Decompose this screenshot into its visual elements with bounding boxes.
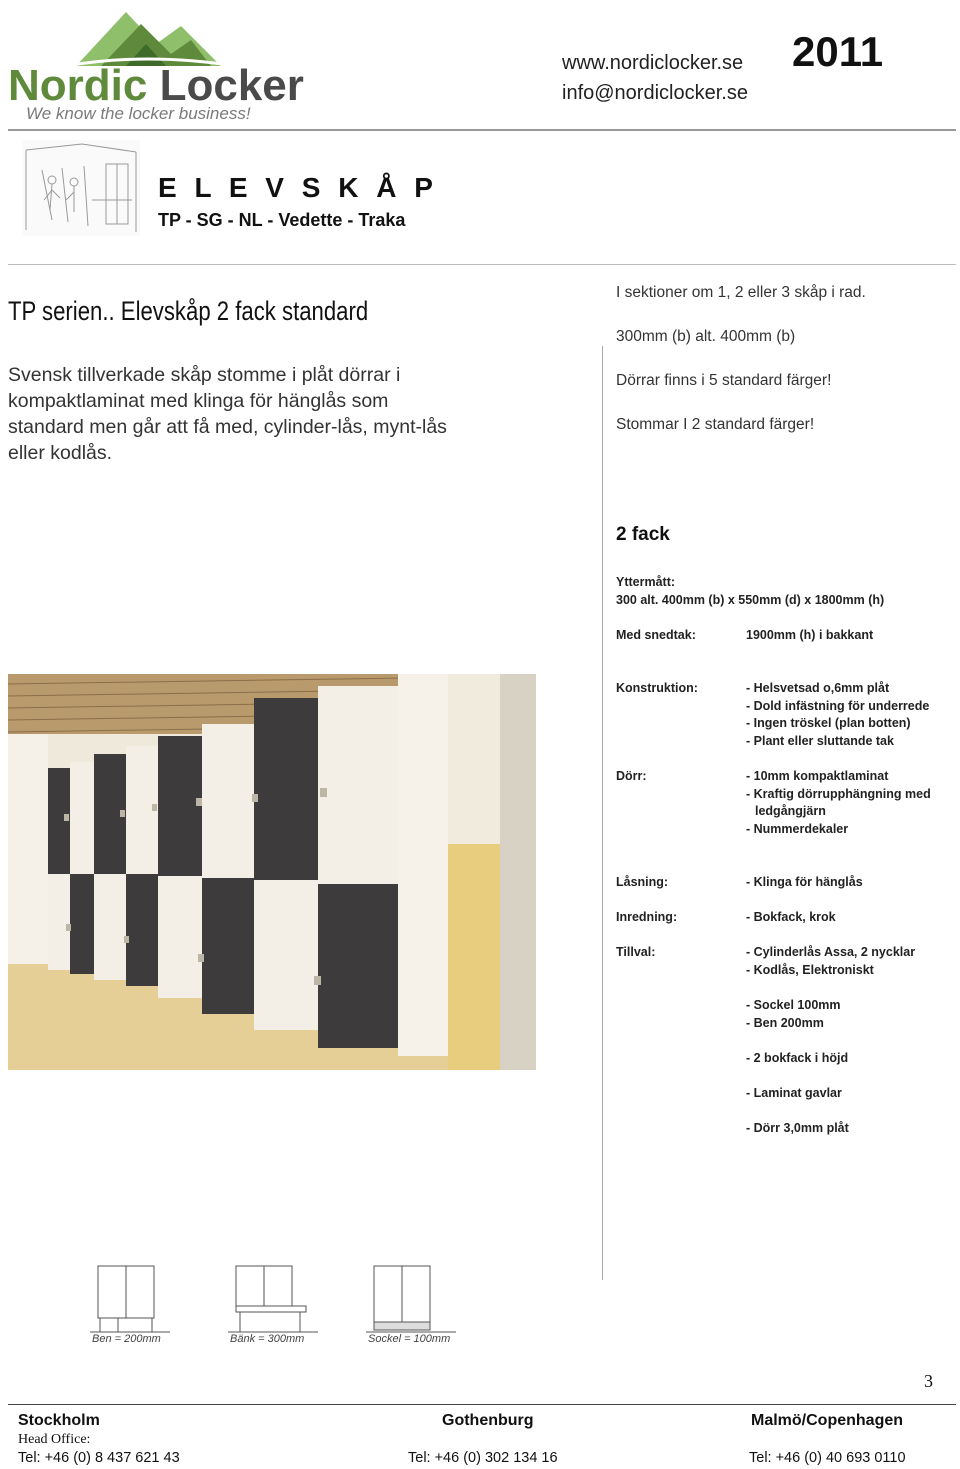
footer-divider bbox=[8, 1404, 956, 1405]
list-item: ledgångjärn bbox=[755, 804, 826, 819]
list-item: - Nummerdekaler bbox=[746, 821, 849, 836]
extras-list bbox=[746, 997, 841, 1032]
summary-line-1: I sektioner om 1, 2 eller 3 skåp i rad. bbox=[616, 284, 866, 301]
legs-caption: Ben = 200mm bbox=[92, 1333, 161, 1345]
summary-line-4: Stommar I 2 standard färger! bbox=[616, 416, 815, 433]
page-subtitle: TP - SG - NL - Vedette - Traka bbox=[158, 210, 406, 230]
tillval-list bbox=[746, 944, 915, 979]
logo-tagline: We know the locker business! bbox=[26, 104, 251, 123]
list-item: - Helsvetsad o,6mm plåt bbox=[746, 681, 890, 695]
dorr-label: Dörr: bbox=[616, 769, 647, 783]
inredning-label: Inredning: bbox=[616, 910, 678, 924]
footer-city-stockholm: Stockholm bbox=[18, 1412, 100, 1429]
intro-description: Svensk tillverkade skåp stomme i plåt dörrar i kompaktlaminat med klinga för hänglås som standard men går att få med, cylinder-lås, mynt-lås eller kodlås. bbox=[8, 364, 447, 464]
logo-wordmark bbox=[8, 62, 304, 110]
footer-tel-malmo[interactable]: Tel: +46 (0) 40 693 0110 bbox=[749, 1450, 906, 1466]
plinth-caption: Sockel = 100mm bbox=[368, 1333, 451, 1345]
list-item: - 10mm kompaktlaminat bbox=[746, 769, 889, 783]
list-item: - Sockel 100mm bbox=[746, 998, 841, 1012]
contact-block bbox=[562, 48, 748, 108]
list-item: - Plant eller sluttande tak bbox=[746, 733, 894, 748]
footer-head-office: Head Office: bbox=[18, 1432, 91, 1447]
extra-laminat: - Laminat gavlar bbox=[746, 1086, 842, 1100]
list-item: - Ingen tröskel (plan botten) bbox=[746, 716, 911, 731]
outer-dimensions-label: Yttermått: bbox=[616, 575, 676, 589]
locker-photo bbox=[8, 674, 536, 1070]
series-title: TP serien.. Elevskåp 2 fack standard bbox=[8, 296, 369, 326]
spec-heading: 2 fack bbox=[616, 524, 670, 545]
snedtak-value: 1900mm (h) i bakkant bbox=[746, 628, 874, 642]
extra-bokfack: - 2 bokfack i höjd bbox=[746, 1051, 849, 1065]
outer-dimensions-value: 300 alt. 400mm (b) x 550mm (d) x 1800mm (h) bbox=[616, 593, 885, 607]
konstruktion-list bbox=[746, 680, 929, 750]
list-item: - Kodlås, Elektroniskt bbox=[746, 962, 874, 977]
summary-line-3: Dörrar finns i 5 standard färger! bbox=[616, 372, 832, 389]
lasning-label: Låsning: bbox=[616, 875, 669, 889]
footer-tel-gothenburg[interactable]: Tel: +46 (0) 302 134 16 bbox=[408, 1450, 558, 1466]
footer-city-gothenburg: Gothenburg bbox=[442, 1412, 534, 1429]
list-item: - Cylinderlås Assa, 2 nycklar bbox=[746, 945, 916, 959]
plinth-drawing bbox=[366, 1262, 470, 1346]
header-divider bbox=[8, 129, 956, 131]
snedtak-label: Med snedtak: bbox=[616, 628, 696, 642]
column-divider bbox=[602, 346, 603, 1280]
list-item: - Dold infästning för underrede bbox=[746, 698, 930, 713]
page-number: 3 bbox=[924, 1371, 933, 1391]
list-item: - Ben 200mm bbox=[746, 1015, 824, 1030]
title-divider bbox=[8, 264, 956, 265]
logo-word-nordic: Nordic bbox=[8, 61, 148, 110]
bench-caption: Bänk = 300mm bbox=[230, 1333, 305, 1345]
email-link[interactable]: info@nordiclocker.se bbox=[562, 82, 748, 104]
summary-line-2: 300mm (b) alt. 400mm (b) bbox=[616, 328, 796, 345]
inredning-value: - Bokfack, krok bbox=[746, 910, 836, 924]
lasning-value: - Klinga för hänglås bbox=[746, 875, 863, 889]
footer-city-malmo: Malmö/Copenhagen bbox=[751, 1412, 904, 1429]
classroom-sketch-image bbox=[22, 140, 140, 236]
list-item: - Kraftig dörrupphängning med bbox=[746, 786, 931, 801]
footer-tel-stockholm[interactable]: Tel: +46 (0) 8 437 621 43 bbox=[18, 1450, 180, 1466]
tillval-label: Tillval: bbox=[616, 945, 656, 959]
extra-dorr: - Dörr 3,0mm plåt bbox=[746, 1121, 849, 1135]
page-title: E L E V S K Å P bbox=[158, 172, 438, 203]
bench-drawing bbox=[228, 1262, 328, 1346]
dorr-list bbox=[746, 768, 931, 838]
legs-drawing bbox=[90, 1262, 180, 1346]
year-label: 2011 bbox=[792, 28, 884, 75]
website-link[interactable]: www.nordiclocker.se bbox=[562, 52, 744, 74]
logo-word-locker: Locker bbox=[159, 61, 304, 110]
konstruktion-label: Konstruktion: bbox=[616, 681, 698, 695]
